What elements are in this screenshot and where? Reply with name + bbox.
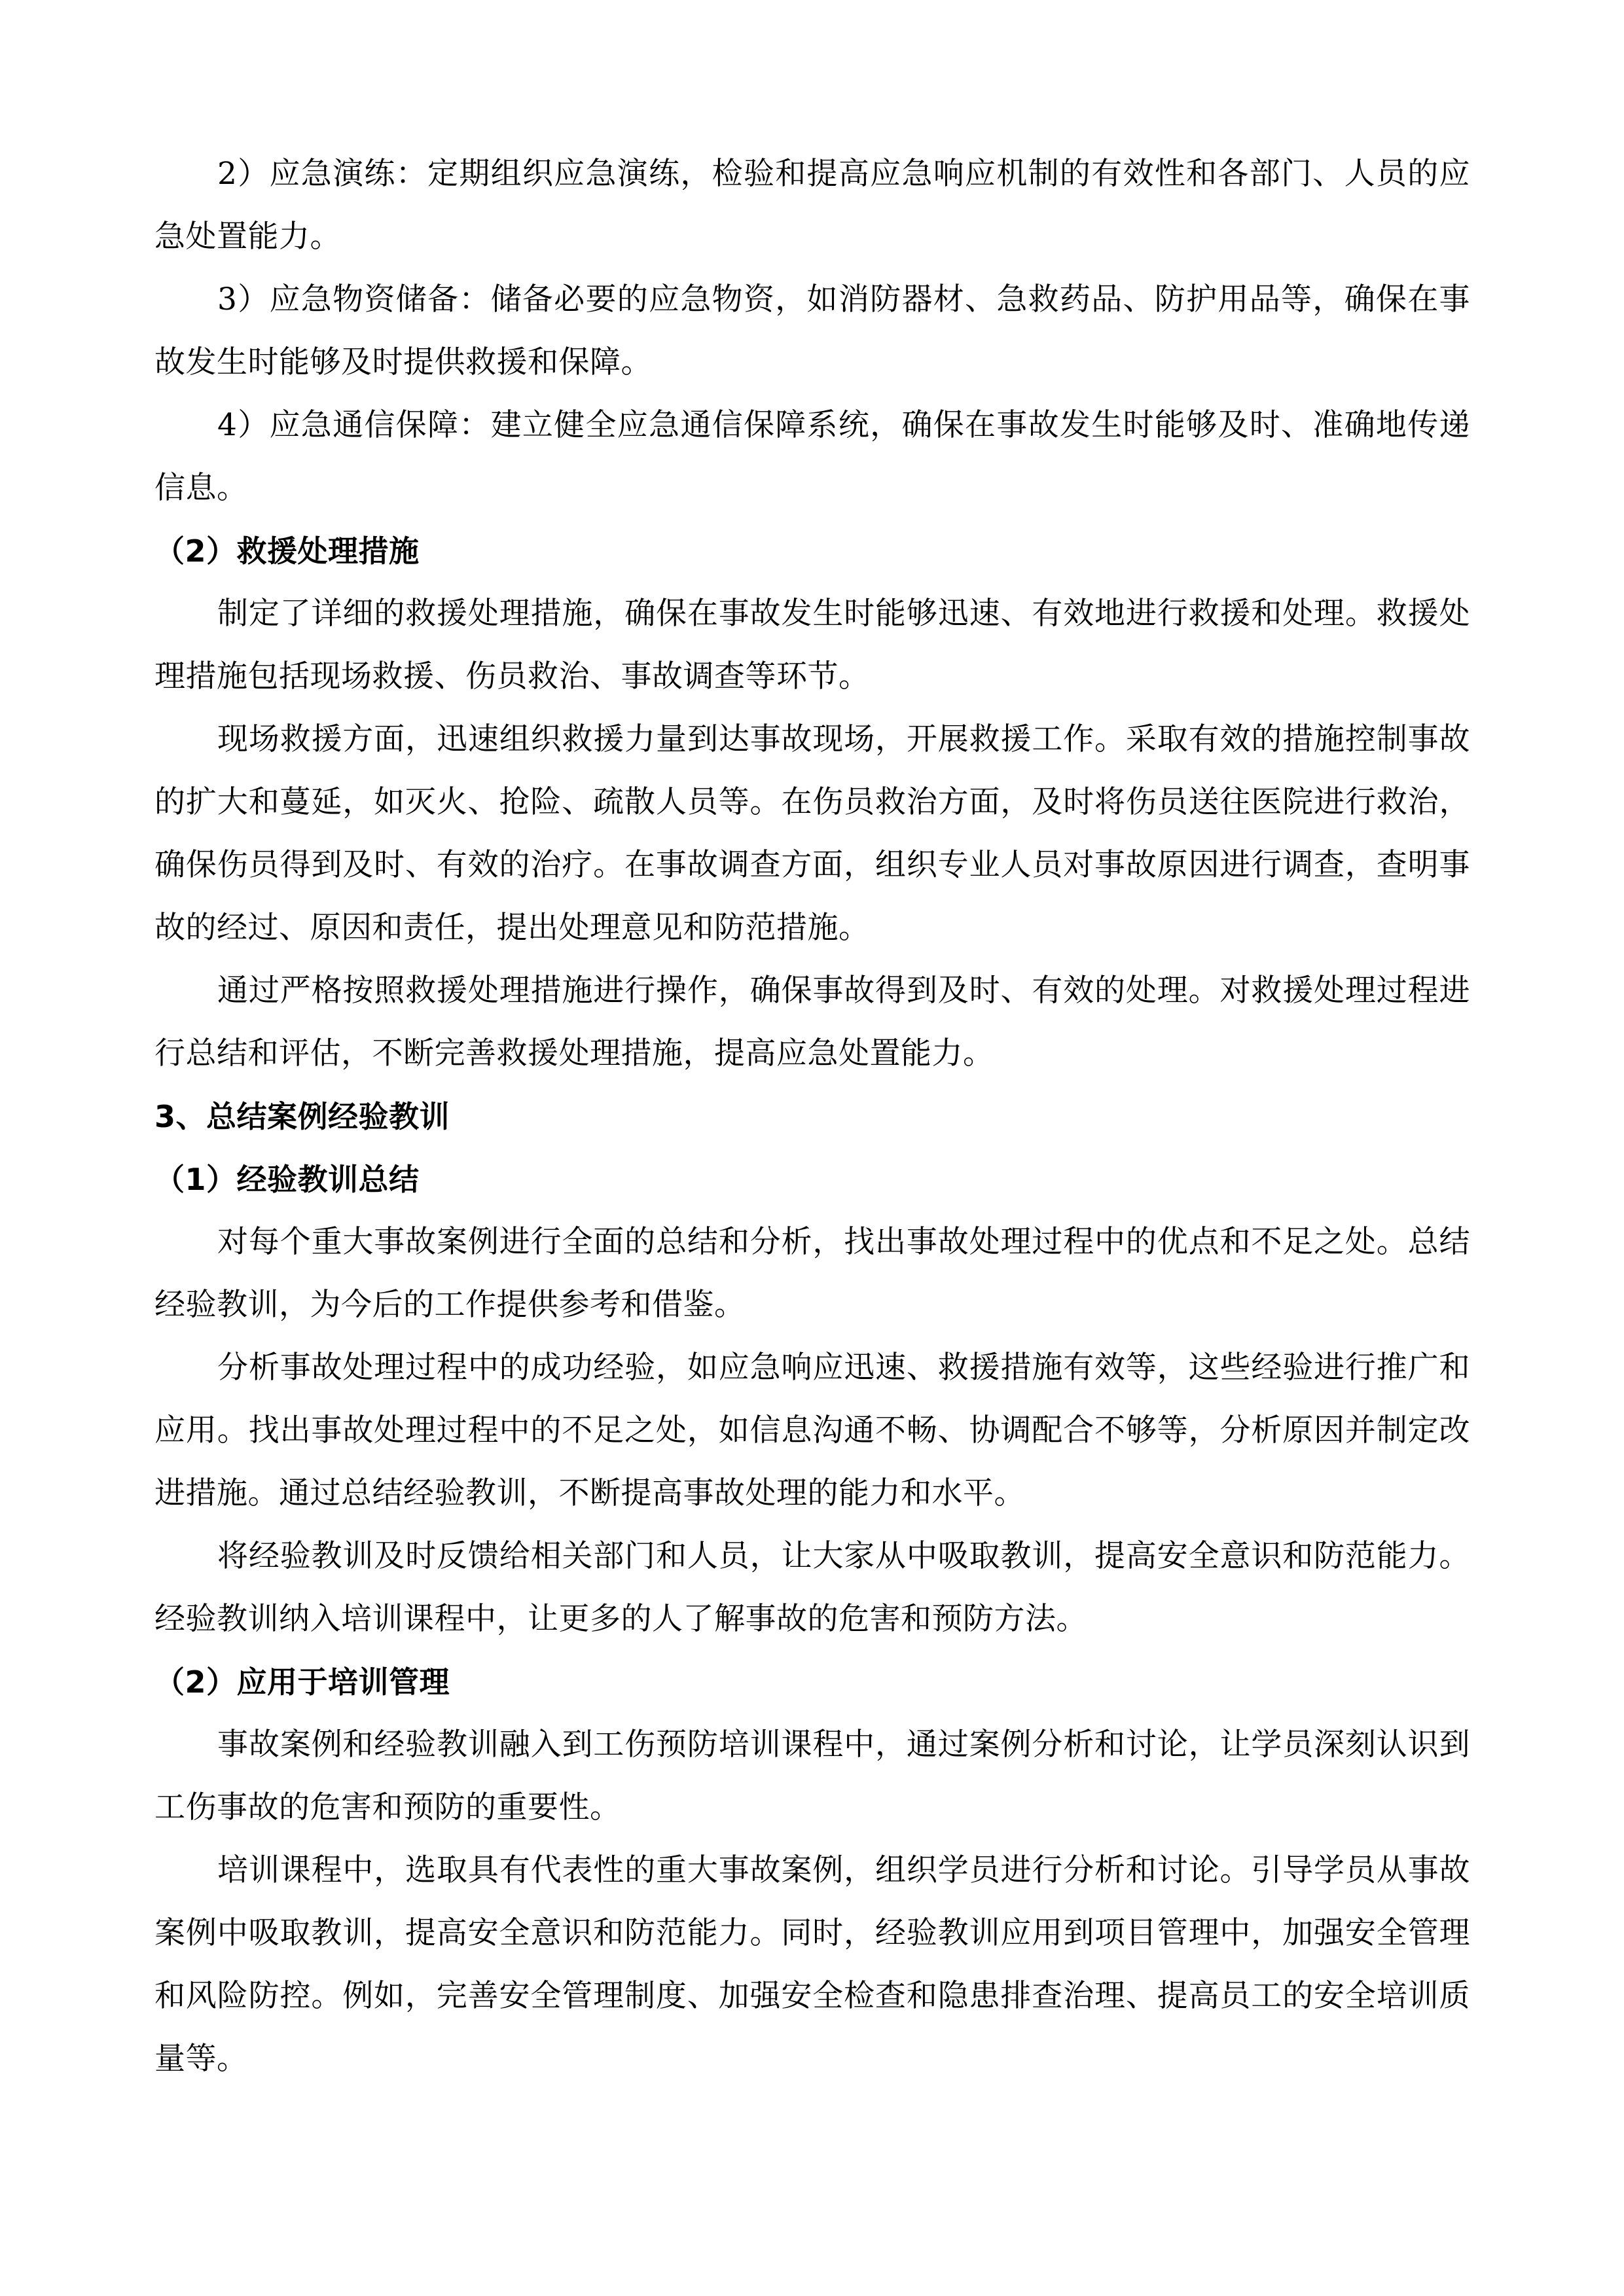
paragraph-rescue-1: 制定了详细的救援处理措施，确保在事故发生时能够迅速、有效地进行救援和处理。救援处理措施包括现场救援、伤员救治、事故调查等环节。	[154, 596, 1470, 694]
paragraph-summary-1: 对每个重大事故案例进行全面的总结和分析，找出事故处理过程中的优点和不足之处。总结经验教训，为今后的工作提供参考和借鉴。	[154, 1224, 1470, 1323]
document-body	[154, 143, 1470, 2090]
heading-rescue-measures: （2）救援处理措施	[154, 533, 420, 569]
paragraph-emergency-communication: 4）应急通信保障：建立健全应急通信保障系统，确保在事故发生时能够及时、准确地传递信息。	[154, 407, 1470, 506]
paragraph-training-2: 培训课程中，选取具有代表性的重大事故案例，组织学员进行分析和讨论。引导学员从事故案例中吸取教训，提高安全意识和防范能力。同时，经验教训应用到项目管理中，加强安全管理和风险防控。例如，完善安全管理制度、加强安全检查和隐患排查治理、提高员工的安全培训质量等。	[154, 1852, 1470, 2077]
paragraph-emergency-supplies: 3）应急物资储备：储备必要的应急物资，如消防器材、急救药品、防护用品等，确保在事故发生时能够及时提供救援和保障。	[154, 281, 1470, 380]
heading-training-application: （2）应用于培训管理	[154, 1664, 450, 1700]
paragraph-summary-2: 分析事故处理过程中的成功经验，如应急响应迅速、救援措施有效等，这些经验进行推广和应用。找出事故处理过程中的不足之处，如信息沟通不畅、协调配合不够等，分析原因并制定改进措施。通过总结经验教训，不断提高事故处理的能力和水平。	[154, 1350, 1470, 1511]
paragraph-rescue-3: 通过严格按照救援处理措施进行操作，确保事故得到及时、有效的处理。对救援处理过程进行总结和评估，不断完善救援处理措施，提高应急处置能力。	[154, 973, 1470, 1071]
paragraph-training-1: 事故案例和经验教训融入到工伤预防培训课程中，通过案例分析和讨论，让学员深刻认识到工伤事故的危害和预防的重要性。	[154, 1727, 1470, 1825]
paragraph-rescue-2: 现场救援方面，迅速组织救援力量到达事故现场，开展救援工作。采取有效的措施控制事故的扩大和蔓延，如灭火、抢险、疏散人员等。在伤员救治方面，及时将伤员送往医院进行救治，确保伤员得到及时、有效的治疗。在事故调查方面，组织专业人员对事故原因进行调查，查明事故的经过、原因和责任，提出处理意见和防范措施。	[154, 721, 1470, 946]
paragraph-emergency-drill: 2）应急演练：定期组织应急演练，检验和提高应急响应机制的有效性和各部门、人员的应急处置能力。	[154, 156, 1470, 255]
heading-section-3: 3、总结案例经验教训	[154, 1099, 450, 1134]
paragraph-summary-3: 将经验教训及时反馈给相关部门和人员，让大家从中吸取教训，提高安全意识和防范能力。经验教训纳入培训课程中，让更多的人了解事故的危害和预防方法。	[154, 1538, 1470, 1637]
heading-lessons-summary: （1）经验教训总结	[154, 1162, 420, 1197]
